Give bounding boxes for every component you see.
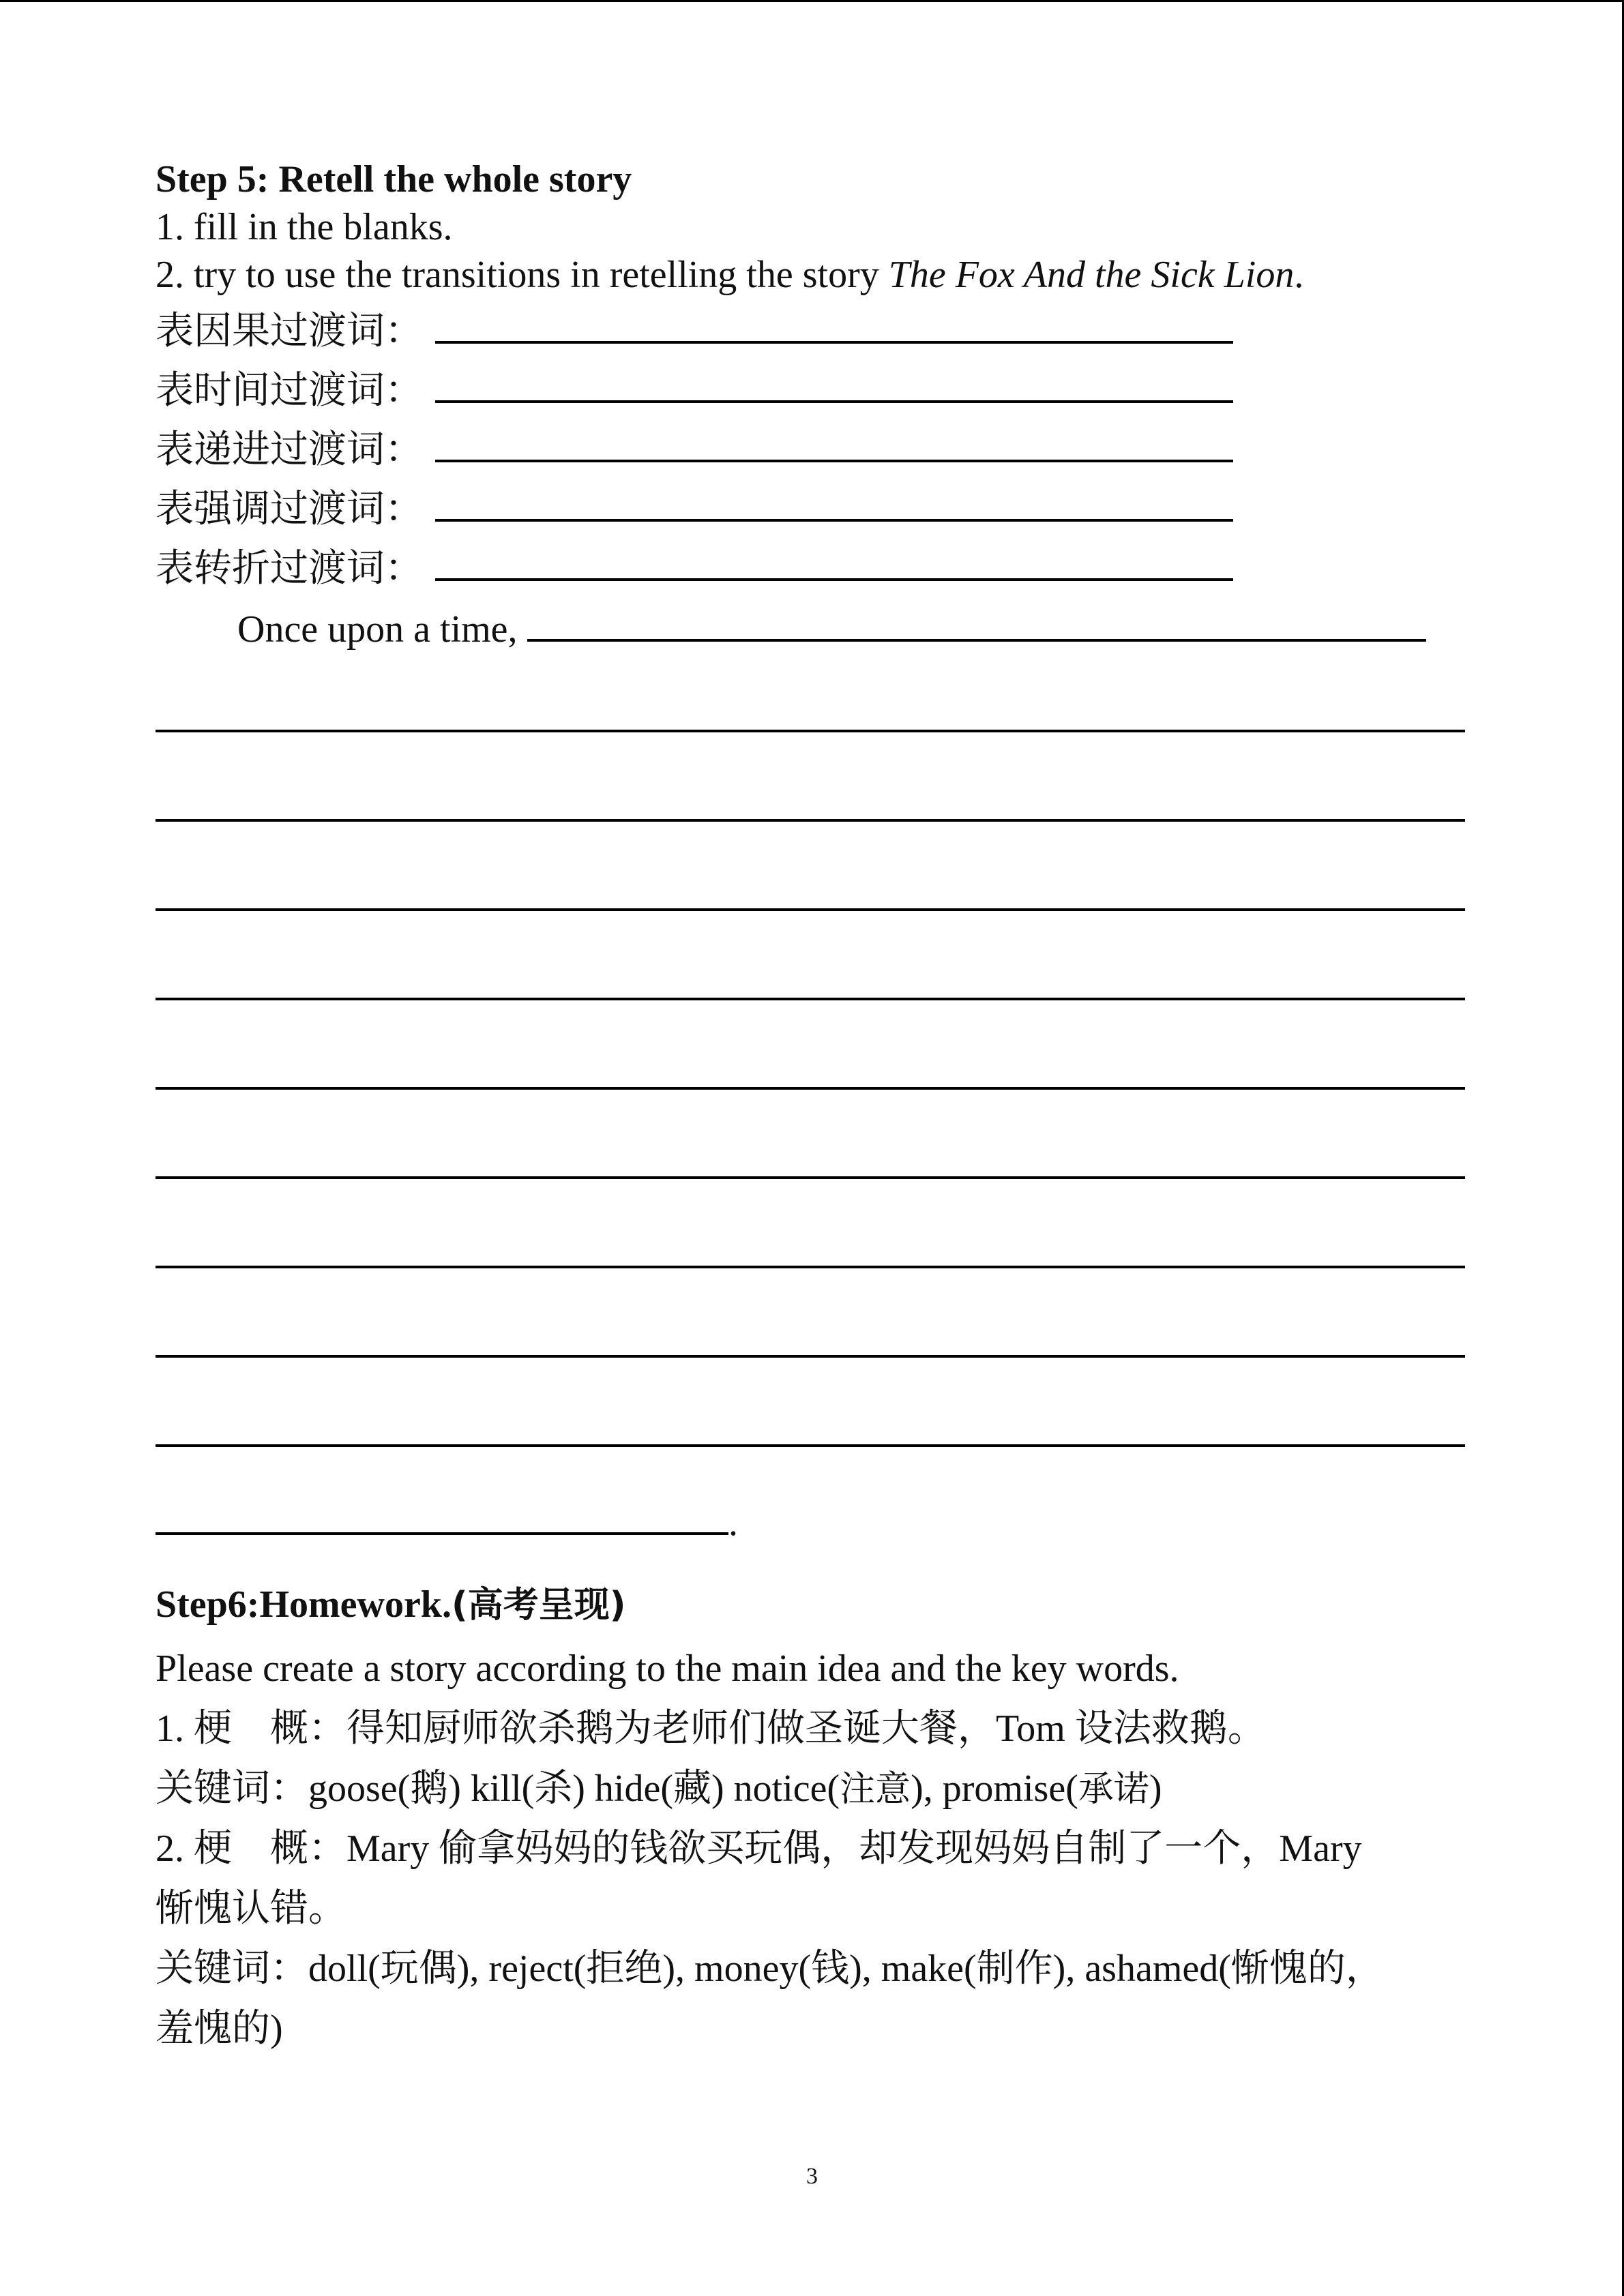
step5-task-2 <box>156 251 1303 299</box>
transition-label: 表时间过渡词： <box>156 370 423 412</box>
keyword-promise-cn: 承诺 <box>1078 1769 1149 1810</box>
transition-cause-effect <box>156 305 1233 355</box>
transition-label: 表递进过渡词： <box>156 429 423 471</box>
step6-item-1-idea: 1. 梗 概：得知厨师欲杀鹅为老师们做圣诞大餐，Tom 设法救鹅。 <box>156 1708 1266 1750</box>
story-writing-line[interactable] <box>156 998 1465 1000</box>
transition-label: 表强调过渡词： <box>156 488 423 531</box>
task-2-text: 2. try to use the transitions in retelling the story <box>156 254 889 296</box>
transition-label: 表因果过渡词： <box>156 310 423 353</box>
step6-instruction: Please create a story according to the main idea and the key words. <box>156 1648 1179 1690</box>
story-last-line <box>156 1497 738 1547</box>
story-writing-line[interactable] <box>156 1266 1465 1268</box>
story-end-period: . <box>728 1502 738 1544</box>
story-writing-line[interactable] <box>156 730 1465 732</box>
answer-blank[interactable] <box>435 483 1233 522</box>
story-opening-text: Once upon a time, <box>237 608 518 651</box>
keywords-text: 关键词：goose(鹅) kill(杀) hide(藏) notice( <box>156 1768 840 1810</box>
answer-blank[interactable] <box>435 365 1233 403</box>
answer-blank[interactable] <box>435 305 1233 344</box>
keywords-text: ) <box>1149 1768 1162 1810</box>
step6-item-2-idea: 2. 梗 概：Mary 偷拿妈妈的钱欲买玩偶，却发现妈妈自制了一个，Mary <box>156 1828 1362 1870</box>
story-writing-line[interactable] <box>156 1355 1465 1358</box>
story-writing-line[interactable] <box>156 1176 1465 1179</box>
keyword-notice-cn: 注意 <box>840 1769 911 1810</box>
step6-item-2-keywords-cont: 羞愧的) <box>156 2008 283 2050</box>
story-last-blank[interactable] <box>156 1497 728 1535</box>
keywords-text: ), promise( <box>911 1768 1078 1810</box>
story-writing-line[interactable] <box>156 1444 1465 1447</box>
transition-contrast <box>156 543 1233 593</box>
step6-heading-cn: (高考呈现) <box>451 1585 626 1626</box>
transition-label: 表转折过渡词： <box>156 548 423 590</box>
story-writing-line[interactable] <box>156 908 1465 911</box>
page-top-border <box>0 0 1624 2</box>
story-first-blank[interactable] <box>527 603 1426 642</box>
transition-progressive <box>156 424 1233 474</box>
story-writing-line[interactable] <box>156 819 1465 822</box>
story-opening-line <box>237 603 1426 653</box>
step6-item-2-keywords: 关键词：doll(玩偶), reject(拒绝), money(钱), make(制作), ashamed(惭愧的， <box>156 1948 1384 1990</box>
step5-task-1: 1. fill in the blanks. <box>156 206 453 248</box>
story-writing-line[interactable] <box>156 1087 1465 1090</box>
story-title: The Fox And the Sick Lion <box>888 254 1295 296</box>
answer-blank[interactable] <box>435 543 1233 581</box>
task-2-period: . <box>1294 254 1304 296</box>
transition-time <box>156 365 1233 415</box>
transition-emphasis <box>156 483 1233 533</box>
step5-heading: Step 5: Retell the whole story <box>156 158 632 200</box>
step6-heading-text: Step6:Homework. <box>156 1583 452 1626</box>
step6-item-2-idea-cont: 惭愧认错。 <box>156 1888 346 1930</box>
step6-heading <box>156 1581 626 1629</box>
page-number: 3 <box>806 2164 818 2189</box>
answer-blank[interactable] <box>435 424 1233 462</box>
step6-item-1-keywords <box>156 1765 1162 1813</box>
